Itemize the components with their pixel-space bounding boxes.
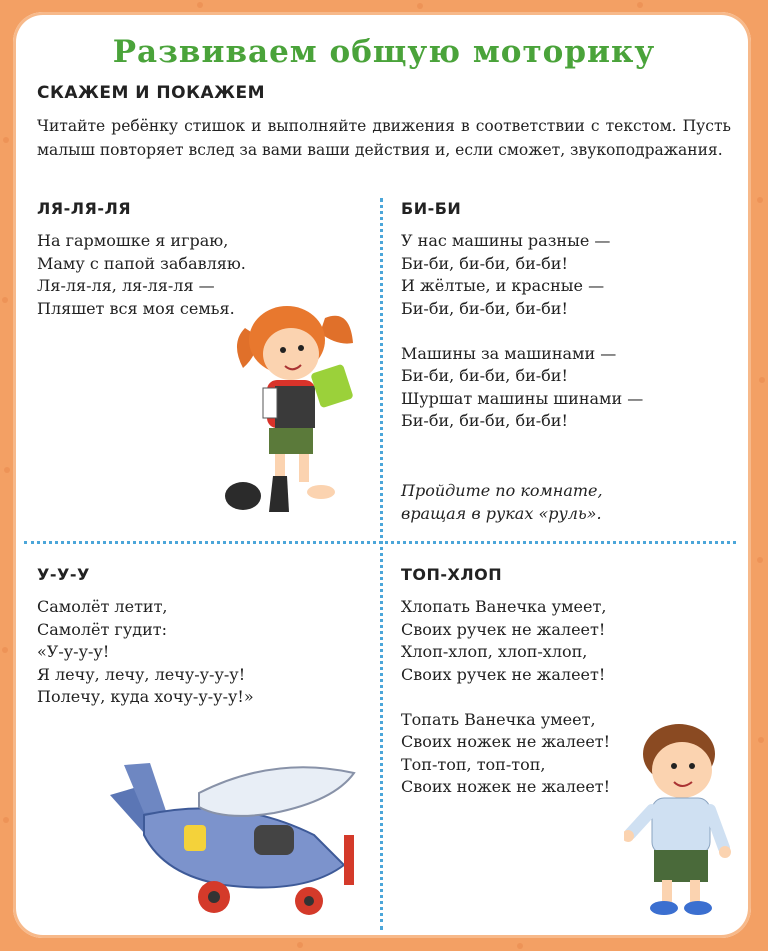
poem-heading-bi-bi: БИ-БИ [401,199,462,218]
poem-heading-u-u-u: У-У-У [37,565,90,584]
poem-line: Би-би, би-би, би-би! [401,411,568,430]
poem-u-u-u [37,596,254,709]
poem-line [401,686,610,709]
poem-line: Ля-ля-ля, ля-ля-ля — [37,276,215,295]
poem-line: Би-би, би-би, би-би! [401,253,568,273]
poem-line: Хлопать Ванечка умеет, [401,597,607,616]
poem-line: Самолёт летит, [37,597,168,616]
poem-heading-top-hlop: ТОП-ХЛОП [401,565,503,584]
poem-line: И жёлтые, и красные — [401,276,605,295]
poem-heading-la-la-la: ЛЯ-ЛЯ-ЛЯ [37,199,132,218]
toy-airplane-illustration [104,755,366,915]
poem-la-la-la [37,230,246,320]
section-title: СКАЖЕМ И ПОКАЖЕМ [37,83,266,103]
poem-line: Самолёт гудит: [37,619,167,639]
poem-bi-bi [401,230,643,433]
note-line: Пройдите по комнате, [401,481,603,500]
poem-line: Своих ножек не жалеет! [401,732,611,751]
poem-line [401,320,643,343]
poem-line: Би-би, би-би, би-би! [401,366,568,385]
poem-line: Шуршат машины шинами — [401,388,644,408]
poem-line: «У-у-у-у! [37,642,110,661]
horizontal-divider [24,541,736,544]
poem-line: Хлоп-хлоп, хлоп-хлоп, [401,642,588,661]
poem-note-bi-bi [401,480,603,525]
note-line: вращая в руках «руль». [401,503,602,523]
poem-line: Топать Ванечка умеет, [401,709,596,729]
poem-line: Пляшет вся моя семья. [37,298,235,318]
poem-top-hlop [401,596,610,799]
boy-clapping-illustration [624,720,734,920]
poem-line: Своих ручек не жалеет! [401,619,606,639]
girl-with-accordion-illustration [225,288,365,520]
poem-line: Машины за машинами — [401,343,617,363]
poem-line: Маму с папой забавляю. [37,253,246,273]
poem-line: Я лечу, лечу, лечу-у-у-у! [37,664,246,684]
poem-line: Своих ножек не жалеет! [401,777,611,796]
poem-line: Полечу, куда хочу-у-у-у!» [37,687,254,706]
poem-line: Топ-топ, топ-топ, [401,754,546,774]
poem-line: Своих ручек не жалеет! [401,664,606,684]
poem-line: На гармошке я играю, [37,231,229,250]
poem-line: У нас машины разные — [401,231,611,250]
intro-text: Читайте ребёнку стишок и выполняйте движения в соответствии с текстом. Пусть малыш повторяет вслед за вами ваши действия и, если сможет, звукоподражания. [37,117,731,159]
vertical-divider [380,198,383,930]
page-title: Развиваем общую моторику [112,34,656,70]
poem-line: Би-би, би-би, би-би! [401,298,568,318]
